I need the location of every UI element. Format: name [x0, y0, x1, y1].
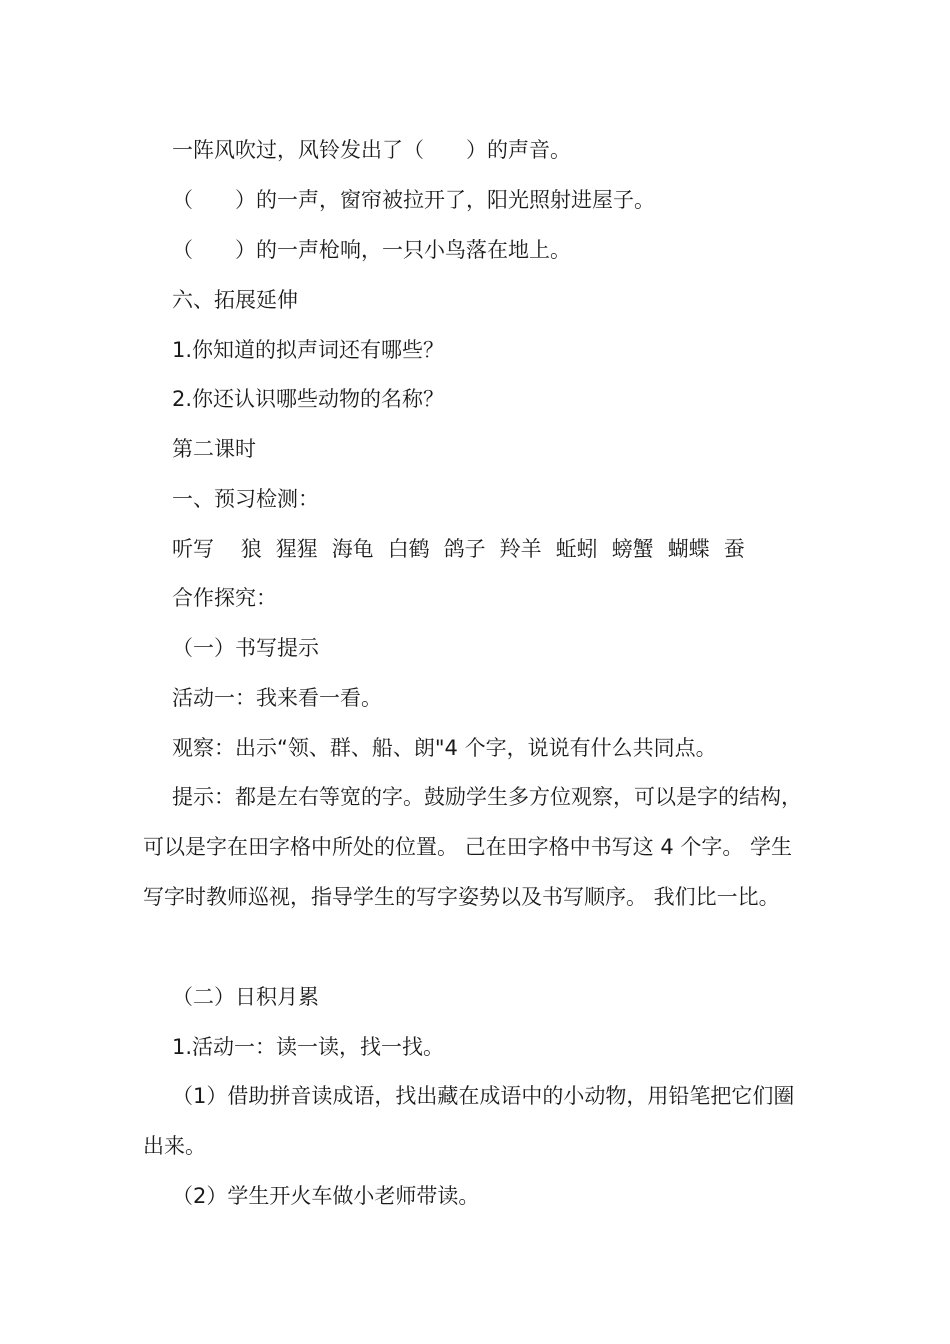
observation-line: 观察：出示“领、群、船、朗"4 个字，说说有什么共同点。 [172, 736, 717, 760]
section-heading-extension: 六、拓展延伸 [172, 288, 298, 312]
tips-paragraph: 提示：都是左右等宽的字。鼓励学生多方位观察，可以是字的结构，可以是字在田字格中所处的位置。 己在田字格中书写这 4 个字。 学生写字时教师巡视，指导学生的写字姿势以及书写顺序。 我们比一比。 [143, 785, 802, 909]
dictation-word: 羚羊 [499, 537, 542, 561]
train-reading-line: （2）学生开火车做小老师带读。 [172, 1184, 480, 1208]
fill-blank-sentence-1: 一阵风吹过，风铃发出了（ ）的声音。 [172, 138, 571, 162]
idiom-paragraph: （1）借助拼音读成语，找出藏在成语中的小动物，用铅笔把它们圈出来。 [143, 1084, 795, 1158]
fill-blank-sentence-2: （ ）的一声，窗帘被拉开了，阳光照射进屋子。 [172, 188, 655, 212]
dictation-word: 螃蟹 [611, 537, 654, 561]
section-heading-cooperation: 合作探究： [172, 586, 277, 610]
dictation-words [241, 534, 745, 564]
dictation-word: 蝴蝶 [667, 537, 710, 561]
activity-one: 活动一：我来看一看。 [172, 686, 382, 710]
dictation-word: 白鹤 [387, 537, 430, 561]
dictation-word: 鸽子 [443, 537, 486, 561]
dictation-word: 猩猩 [275, 537, 318, 561]
subheading-writing-tips: （一）书写提示 [172, 636, 319, 660]
section-heading-preview: 一、预习检测： [172, 487, 319, 511]
activity-read-find: 1.活动一：读一读，找一找。 [172, 1035, 445, 1059]
dictation-word: 狼 [240, 537, 262, 561]
dictation-line [172, 534, 745, 564]
dictation-word: 蚕 [723, 537, 745, 561]
dictation-label: 听写 [172, 537, 214, 561]
question-2: 2.你还认识哪些动物的名称？ [172, 387, 445, 411]
lesson-heading: 第二课时 [172, 437, 256, 461]
fill-blank-sentence-3: （ ）的一声枪响，一只小鸟落在地上。 [172, 238, 571, 262]
subheading-accumulation: （二）日积月累 [172, 985, 319, 1009]
question-1: 1.你知道的拟声词还有哪些？ [172, 338, 445, 362]
dictation-word: 蚯蚓 [555, 537, 598, 561]
dictation-word: 海龟 [331, 537, 374, 561]
